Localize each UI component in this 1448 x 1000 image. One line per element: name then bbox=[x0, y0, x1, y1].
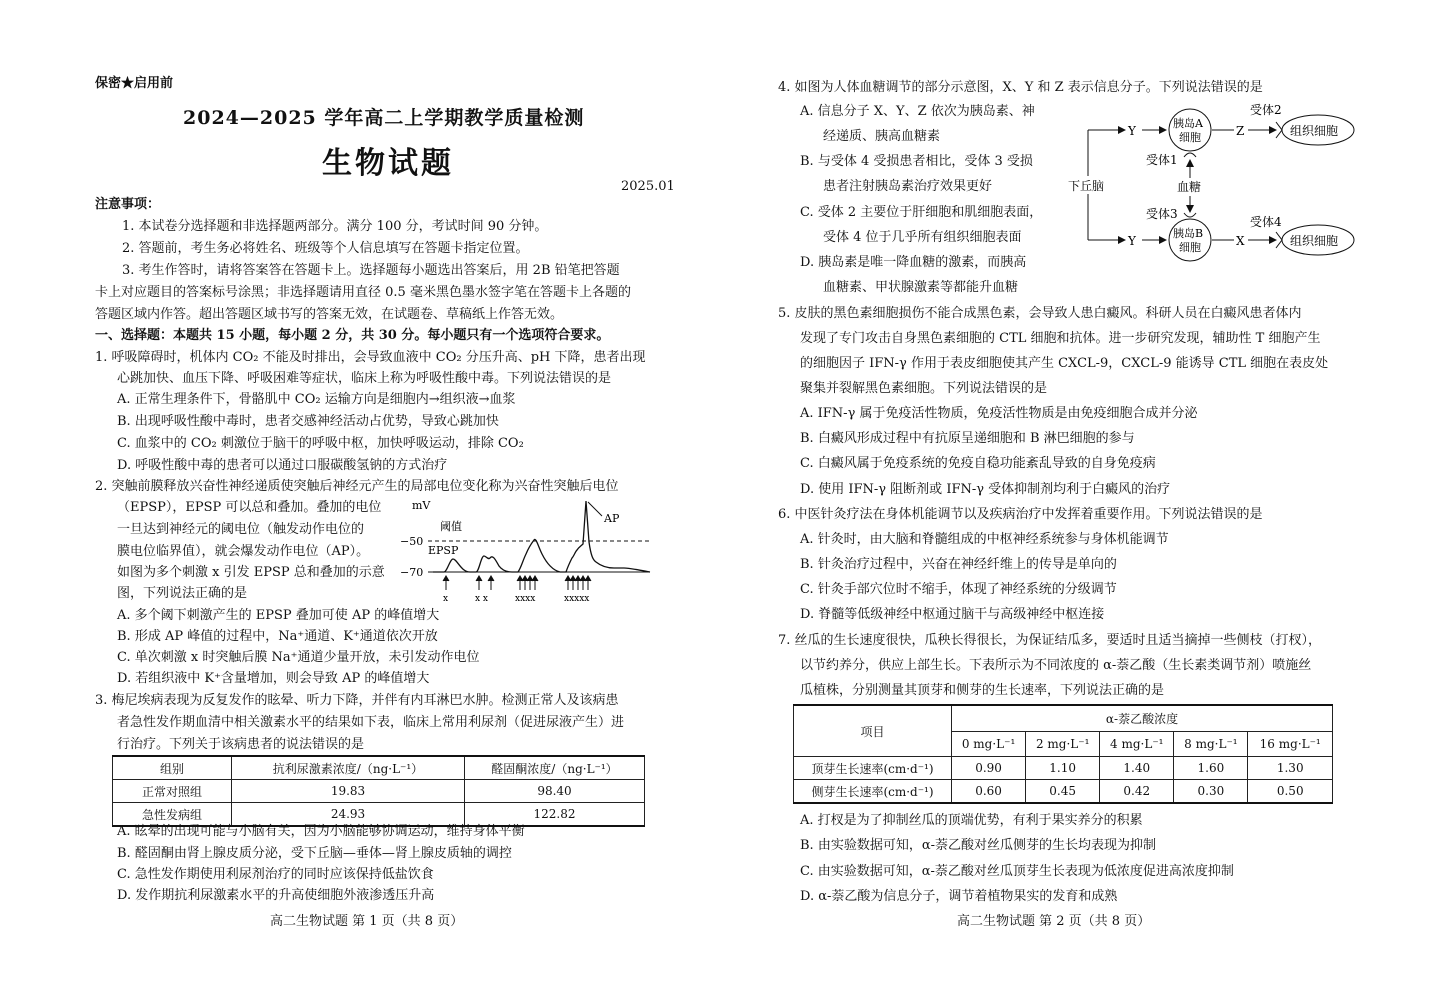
q5-stem-2: 发现了专门攻击自身黑色素细胞的 CTL 细胞和抗体。进一步研究发现，辅助性 T 细胞产生 bbox=[800, 331, 1321, 346]
islet-b-label-2: 细胞 bbox=[1179, 241, 1201, 254]
threshold-label: 阈值 bbox=[440, 520, 462, 533]
table-cell: 19.83 bbox=[232, 780, 465, 803]
receptor-4-label: 受体4 bbox=[1250, 215, 1282, 229]
q1-option-d: D. 呼吸性酸中毒的患者可以通过口服碳酸氢钠的方式治疗 bbox=[117, 458, 448, 473]
table-header-cell: 0 mg·L⁻¹ bbox=[952, 731, 1026, 756]
notice-2: 2. 答题前，考生务必将姓名、班级等个人信息填写在答题卡指定位置。 bbox=[122, 241, 529, 256]
epsp-label: EPSP bbox=[428, 544, 459, 557]
y-unit-label: mV bbox=[412, 499, 431, 512]
q2-stem-4: 膜电位临界值），就会爆发动作电位（AP）。 bbox=[117, 544, 370, 559]
table-cell: 0.90 bbox=[952, 757, 1026, 780]
page-footer-1: 高二生物试题 第 1 页（共 8 页） bbox=[270, 914, 464, 929]
blood-sugar-diagram bbox=[1062, 100, 1362, 268]
table-cell: 1.30 bbox=[1248, 757, 1333, 780]
table-row bbox=[794, 757, 1333, 780]
stim-label-4: xxxxx bbox=[564, 594, 590, 604]
q3-stem-1: 3. 梅尼埃病表现为反复发作的眩晕、听力下降，并伴有内耳淋巴水肿。检测正常人及该病患 bbox=[95, 693, 619, 708]
islet-a-label-2: 细胞 bbox=[1179, 131, 1201, 144]
islet-a-label-1: 胰岛A bbox=[1173, 117, 1203, 130]
islet-b-label-1: 胰岛B bbox=[1173, 227, 1204, 240]
q1-stem-2: 心跳加快、血压下降、呼吸困难等症状，临床上称为呼吸性酸中毒。下列说法错误的是 bbox=[117, 371, 612, 386]
notice-3a: 3. 考生作答时，请将答案答在答题卡上。选择题每小题选出答案后，用 2B 铅笔把答题 bbox=[122, 263, 620, 278]
q6-option-c: C. 针灸手部穴位时不缩手，体现了神经系统的分级调节 bbox=[800, 582, 1117, 597]
notice-1: 1. 本试卷分选择题和非选择题两部分。满分 100 分，考试时间 90 分钟。 bbox=[122, 219, 548, 234]
q7-option-b: B. 由实验数据可知，α-萘乙酸对丝瓜侧芽的生长均表现为抑制 bbox=[800, 838, 1156, 853]
notice-3c: 答题区域内作答。超出答题区域书写的答案无效，在试题卷、草稿纸上作答无效。 bbox=[95, 307, 564, 322]
table-header-row bbox=[794, 705, 1333, 731]
table-cell: 0.42 bbox=[1100, 780, 1174, 804]
q1-option-a: A. 正常生理条件下，骨骼肌中 CO₂ 运输方向是细胞内→组织液→血浆 bbox=[117, 392, 516, 407]
q3-stem-3: 行治疗。下列关于该病患者的说法错误的是 bbox=[117, 737, 365, 752]
q4-option-b-1: B. 与受体 4 受损患者相比，受体 3 受损 bbox=[800, 154, 1033, 169]
q1-option-c: C. 血浆中的 CO₂ 刺激位于脑干的呼吸中枢，加快呼吸运动，排除 CO₂ bbox=[117, 436, 524, 451]
table-header-cell: 抗利尿激素浓度/（ng·L⁻¹） bbox=[232, 756, 465, 780]
notice-heading: 注意事项： bbox=[95, 197, 161, 212]
q3-option-b: B. 醛固酮由肾上腺皮质分泌，受下丘脑—垂体—肾上腺皮质轴的调控 bbox=[117, 846, 512, 861]
q2-option-b: B. 形成 AP 峰值的过程中，Na⁺通道、K⁺通道依次开放 bbox=[117, 629, 438, 644]
table-cell: 1.60 bbox=[1174, 757, 1248, 780]
q7-option-c: C. 由实验数据可知，α-萘乙酸对丝瓜顶芽生长表现为低浓度促进高浓度抑制 bbox=[800, 864, 1234, 879]
q2-option-a: A. 多个阈下刺激产生的 EPSP 叠加可使 AP 的峰值增大 bbox=[117, 608, 440, 623]
table-cell: 0.45 bbox=[1026, 780, 1100, 804]
q6-option-b: B. 针灸治疗过程中，兴奋在神经纤维上的传导是单向的 bbox=[800, 557, 1117, 572]
q5-option-c: C. 白癜风属于免疫系统的免疫自稳功能紊乱导致的自身免疫病 bbox=[800, 456, 1156, 471]
q3-option-c: C. 急性发作期使用利尿剂治疗的同时应该保持低盐饮食 bbox=[117, 867, 434, 882]
table-cell: 0.30 bbox=[1174, 780, 1248, 804]
q2-stem-3: 一旦达到神经元的阈电位（触发动作电位的 bbox=[117, 522, 365, 537]
q6-option-a: A. 针灸时，由大脑和脊髓组成的中枢神经系统参与身体机能调节 bbox=[800, 532, 1169, 547]
signal-x: X bbox=[1236, 234, 1245, 248]
blood-sugar-label: 血糖 bbox=[1177, 180, 1202, 194]
tick-minus70: −70 bbox=[400, 566, 424, 579]
signal-z: Z bbox=[1236, 124, 1245, 138]
q1-option-b: B. 出现呼吸性酸中毒时，患者交感神经活动占优势，导致心跳加快 bbox=[117, 414, 499, 429]
q2-stem-6: 图，下列说法正确的是 bbox=[117, 586, 248, 601]
signal-y-top: Y bbox=[1128, 124, 1136, 138]
table-cell: 98.40 bbox=[465, 780, 645, 803]
q4-option-a-2: 经递质、胰高血糖素 bbox=[823, 129, 941, 144]
table-header-cell: 8 mg·L⁻¹ bbox=[1174, 731, 1248, 756]
table-row bbox=[113, 780, 645, 803]
table-cell: 侧芽生长速率(cm·d⁻¹) bbox=[794, 780, 952, 804]
q2-stem-1: 2. 突触前膜释放兴奋性神经递质使突触后神经元产生的局部电位变化称为兴奋性突触后电位 bbox=[95, 479, 619, 494]
q7-stem-3: 瓜植株，分别测量其顶芽和侧芽的生长速率，下列说法正确的是 bbox=[800, 683, 1165, 698]
table-header-cell: 醛固酮浓度/（ng·L⁻¹） bbox=[465, 756, 645, 780]
q7-option-d: D. α-萘乙酸为信息分子，调节着植物果实的发育和成熟 bbox=[800, 889, 1118, 904]
q2-option-c: C. 单次刺激 x 时突触后膜 Na⁺通道少量开放，未引发动作电位 bbox=[117, 650, 480, 665]
q6-stem: 6. 中医针灸疗法在身体机能调节以及疾病治疗中发挥着重要作用。下列说法错误的是 bbox=[778, 507, 1263, 522]
table-header-cell: 4 mg·L⁻¹ bbox=[1100, 731, 1174, 756]
q7-stem-2: 以节约养分，供应上部生长。下表所示为不同浓度的 α-萘乙酸（生长素类调节剂）喷施丝 bbox=[800, 658, 1312, 673]
q7-stem-1: 7. 丝瓜的生长速度很快，瓜秧长得很长，为保证结瓜多，要适时且适当摘掉一些侧枝（打杈）， bbox=[778, 633, 1322, 648]
stim-label-1: x bbox=[443, 594, 449, 604]
signal-y-bottom: Y bbox=[1128, 234, 1136, 248]
q2-stem-2: （EPSP），EPSP 可以总和叠加。叠加的电位 bbox=[117, 500, 382, 515]
table-cell: 0.60 bbox=[952, 780, 1026, 804]
table-cell: 122.82 bbox=[465, 803, 645, 827]
table-header-cell: 项目 bbox=[794, 705, 952, 757]
q5-stem-1: 5. 皮肤的黑色素细胞损伤不能合成黑色素，会导致人患白癜风。科研人员在白癜风患者体内 bbox=[778, 306, 1302, 321]
q3-stem-2: 者急性发作期血清中相关激素水平的结果如下表，临床上常用利尿剂（促进尿液产生）进 bbox=[117, 715, 625, 730]
ap-label: AP bbox=[604, 512, 620, 525]
q4-option-d-2: 血糖素、甲状腺激素等都能升血糖 bbox=[823, 280, 1019, 295]
table-header-cell: 16 mg·L⁻¹ bbox=[1248, 731, 1333, 756]
notice-3b: 卡上对应题目的答案标号涂黑；非选择题请用直径 0.5 毫米黑色墨水签字笔在答题卡上各题的 bbox=[95, 285, 631, 300]
stim-label-3: xxxx bbox=[515, 594, 536, 604]
section-heading: 一、选择题：本题共 15 小题，每小题 2 分，共 30 分。每小题只有一个选项符合要求。 bbox=[95, 328, 610, 343]
q5-option-a: A. IFN-γ 属于免疫活性物质，免疫活性物质是由免疫细胞合成并分泌 bbox=[800, 406, 1198, 421]
q4-stem: 4. 如图为人体血糖调节的部分示意图，X、Y 和 Z 表示信息分子。下列说法错误的是 bbox=[778, 80, 1263, 95]
q1-stem-1: 1. 呼吸障碍时，机体内 CO₂ 不能及时排出，会导致血液中 CO₂ 分压升高、pH 下降，患者出现 bbox=[95, 350, 646, 365]
q2-option-d: D. 若组织液中 K⁺含量增加，则会导致 AP 的峰值增大 bbox=[117, 671, 430, 686]
receptor-2-label: 受体2 bbox=[1250, 103, 1282, 117]
table-header-cell: 组别 bbox=[113, 756, 232, 780]
q3-option-d: D. 发作期抗利尿激素水平的升高使细胞外液渗透压升高 bbox=[117, 888, 435, 903]
q4-option-c-1: C. 受体 2 主要位于肝细胞和肌细胞表面， bbox=[800, 205, 1043, 220]
hypothalamus-label: 下丘脑 bbox=[1068, 179, 1105, 193]
q5-stem-3: 的细胞因子 IFN-γ 作用于表皮细胞使其产生 CXCL-9，CXCL-9 能诱导 CTL 细胞在表皮处 bbox=[800, 356, 1329, 371]
growth-rate-table bbox=[793, 704, 1333, 804]
table-cell: 正常对照组 bbox=[113, 780, 232, 803]
tissue-cell-bottom-label: 组织细胞 bbox=[1290, 234, 1339, 248]
table-cell: 急性发病组 bbox=[113, 803, 232, 827]
receptor-1-label: 受体1 bbox=[1146, 153, 1178, 167]
q4-option-c-2: 受体 4 位于几乎所有组织细胞表面 bbox=[823, 230, 1022, 245]
exam-date: 2025.01 bbox=[621, 179, 675, 194]
table-header-cell: α-萘乙酸浓度 bbox=[952, 705, 1333, 731]
q2-stem-5: 如图为多个刺激 x 引发 EPSP 总和叠加的示意 bbox=[117, 565, 385, 580]
islet-b-cell bbox=[1169, 219, 1211, 261]
table-row bbox=[794, 780, 1333, 804]
q5-stem-4: 聚集并裂解黑色素细胞。下列说法错误的是 bbox=[800, 381, 1048, 396]
exam-title: 2024—2025 学年高二上学期教学质量检测 bbox=[183, 107, 585, 129]
q3-option-a: A. 眩晕的出现可能与小脑有关，因为小脑能够协调运动，维持身体平衡 bbox=[117, 824, 525, 839]
ap-pointer bbox=[588, 502, 602, 516]
tick-minus50: −50 bbox=[400, 535, 424, 548]
confidential-mark: 保密★启用前 bbox=[95, 76, 174, 91]
q4-option-a-1: A. 信息分子 X、Y、Z 依次为胰岛素、神 bbox=[800, 104, 1035, 119]
receptor-3-label: 受体3 bbox=[1146, 207, 1178, 221]
q5-option-d: D. 使用 IFN-γ 阻断剂或 IFN-γ 受体抑制剂均利于白癜风的治疗 bbox=[800, 482, 1171, 497]
tissue-cell-top-label: 组织细胞 bbox=[1290, 124, 1339, 138]
table-header-row bbox=[113, 756, 645, 780]
q6-option-d: D. 脊髓等低级神经中枢通过脑干与高级神经中枢连接 bbox=[800, 607, 1105, 622]
subject-title: 生物试题 bbox=[322, 146, 454, 181]
table-cell: 1.10 bbox=[1026, 757, 1100, 780]
hormone-table bbox=[112, 755, 645, 827]
epsp-figure bbox=[398, 496, 660, 606]
q4-option-d-1: D. 胰岛素是唯一降血糖的激素，而胰高 bbox=[800, 255, 1027, 270]
q5-option-b: B. 白癜风形成过程中有抗原呈递细胞和 B 淋巴细胞的参与 bbox=[800, 431, 1135, 446]
table-cell: 顶芽生长速率(cm·d⁻¹) bbox=[794, 757, 952, 780]
stim-label-2: x x bbox=[475, 594, 489, 604]
table-cell: 1.40 bbox=[1100, 757, 1174, 780]
page-footer-2: 高二生物试题 第 2 页（共 8 页） bbox=[957, 914, 1151, 929]
table-header-cell: 2 mg·L⁻¹ bbox=[1026, 731, 1100, 756]
islet-a-cell bbox=[1169, 109, 1211, 151]
q4-option-b-2: 患者注射胰岛素治疗效果更好 bbox=[823, 179, 993, 194]
stimulus-arrows bbox=[443, 576, 591, 590]
table-cell: 24.93 bbox=[232, 803, 465, 827]
table-cell: 0.50 bbox=[1248, 780, 1333, 804]
q7-option-a: A. 打杈是为了抑制丝瓜的顶端优势，有利于果实养分的积累 bbox=[800, 813, 1143, 828]
